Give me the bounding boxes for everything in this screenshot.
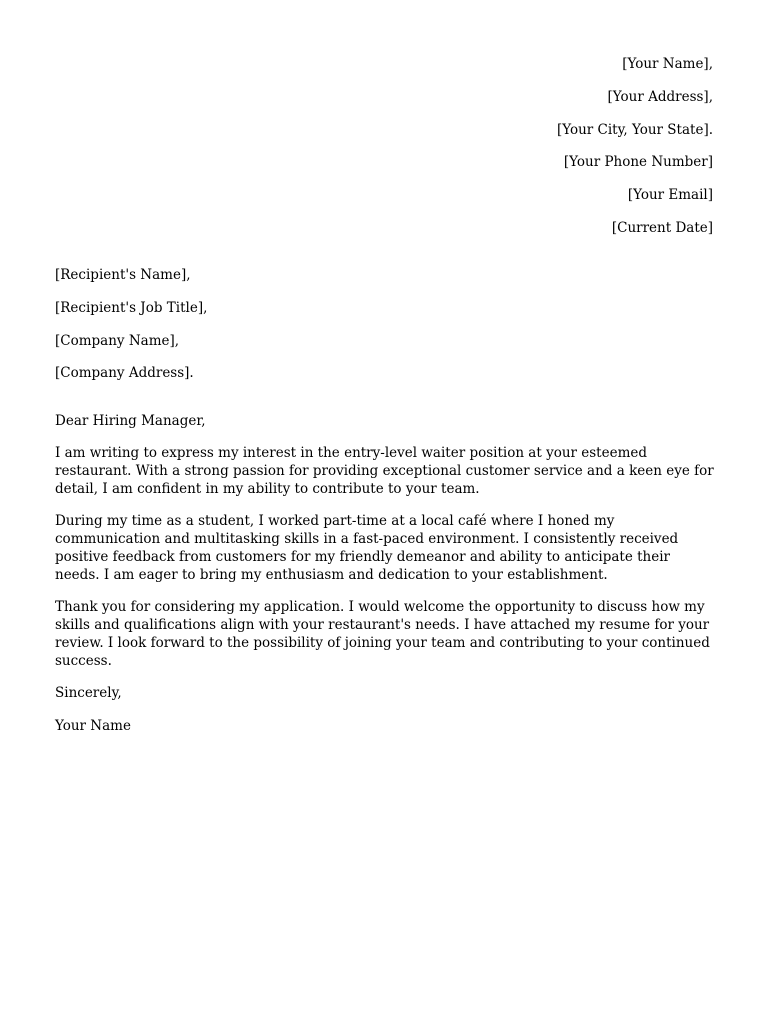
sender-block [557,55,713,252]
letter-body [55,412,715,735]
salutation: Dear Hiring Manager, [55,413,206,429]
sender-name: [Your Name], [622,56,713,72]
recipient-company-address: [Company Address]. [55,365,194,382]
recipient-job-title: [Recipient's Job Title], [55,299,208,316]
paragraph-intro: I am writing to express my interest in the entry-level waiter position at your esteemed restaurant. With a strong passion for providing exceptional customer service and a keen eye for detail, I am confident in my ability to contribute to your team. [55,445,714,497]
sender-city-state: [Your City, Your State]. [556,121,713,138]
recipient-name: [Recipient's Name], [55,267,191,283]
closing: Sincerely, [55,685,122,701]
recipient-company-name: [Company Name], [55,332,180,349]
recipient-block [55,266,207,397]
sender-address: [Your Address], [607,88,713,105]
sender-email: [Your Email] [627,187,713,204]
letter-date: [Current Date] [611,219,713,236]
paragraph-closing: Thank you for considering my application. I would welcome the opportunity to discuss how my skills and qualifications align with your restaurant's needs. I have attached my resume for your review. I look forward to the possibility of joining your team and contributing to your continued success. [55,599,710,669]
sender-phone: [Your Phone Number] [563,154,713,171]
signature: Your Name [55,718,131,734]
paragraph-experience: During my time as a student, I worked part-time at a local café where I honed my communication and multitasking skills in a fast-paced environment. I consistently received positive feedback from customers for my friendly demeanor and ability to anticipate their needs. I am eager to bring my enthusiasm and dedication to your establishment. [55,513,679,583]
